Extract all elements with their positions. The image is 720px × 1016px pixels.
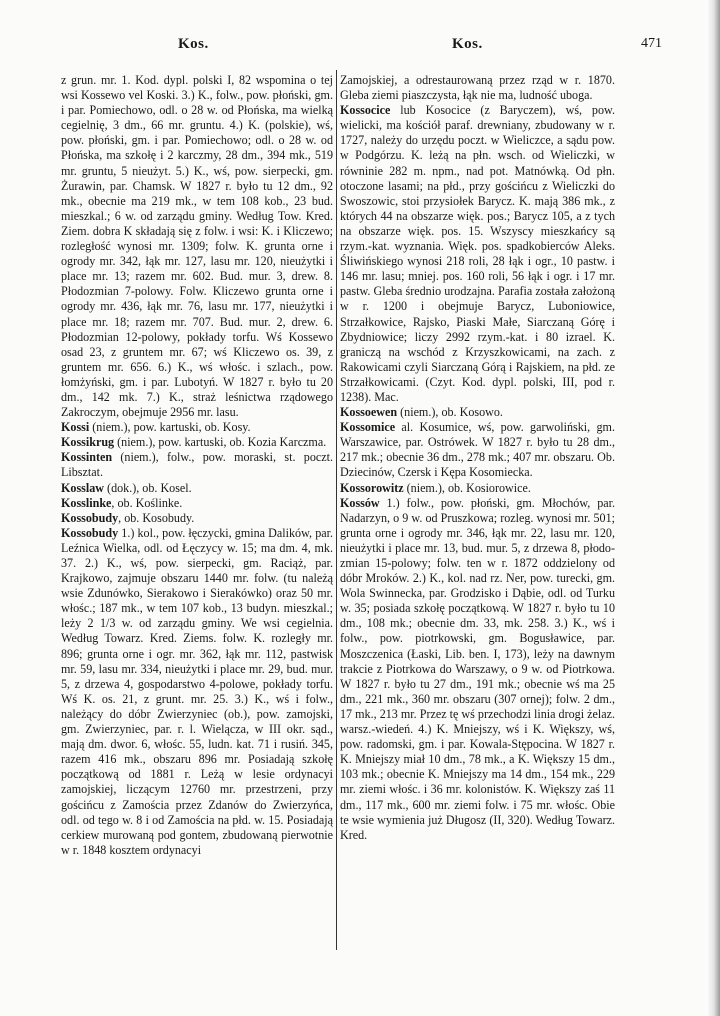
entry-kossorowitz: Kossorowitz (niem.), ob. Kosiorowice.: [340, 480, 531, 495]
entry-kossobudy-ref: Kossobudy, ob. Kosobudy.: [61, 510, 195, 525]
page-number: 471: [641, 36, 662, 51]
headword: Kossi: [61, 420, 90, 435]
running-head-center: Kos.: [452, 36, 483, 52]
entry-kossinten: Kossinten (niem.), folw., pow. moraski, st. poczt. Libsztat.: [61, 450, 333, 480]
entry-kosslaw: Kosslaw (dok.), ob. Kosel.: [61, 480, 192, 495]
headword: Kosslaw: [61, 480, 105, 495]
headword: Kossobudy: [61, 525, 119, 540]
entry-kossow: Kossów 1.) folw., pow. płoński, gm. Młochów, par. Nadarzyn, o 9 w. od Pruszkowa; rozleg. wynosi mr. 501; grunta orne i ogrody mr. 346, łąk mr. 22, lasu mr. 120, nieużytki i place mr. 13, bud. mur. 5, z drzewa 8, płodozmian 15-polowy; folw. ten w r. 1872 oddzielony od dóbr Mroków. 2.) K., kol. nad rz. Ner, pow. turecki, gm. Wola Swinnecka, par. Grodzisko i Dąbie, odl. od Turku w. 35; posiada szkołę początkową. W 1827 r. było tu 10 dm., 108 mk.; obecnie dm. 33, mk. 258. 3.) K., wś i folw., pow. piotrkowski, gm. Bogusławice, par. Moszczenica (Łaski, Lib. ben. I, 173), leży na dawnym trakcie z Piotrkowa do Warszawy, o 9 w. od Piotrkowa. W 1827 r. było tu 27 dm., 191 mk.; obecnie wś ma 25 dm., 221 mk., 360 mr. obszaru (307 ornej); folw. 2 dm., 17 mk., 213 mr. Przez tę wś przechodzi linia drogi żelaz. warsz.-wiedeń. 4.) K. Mniejszy, wś i K. Większy, wś, pow. radomski, gm. i par. Kowala-Stępocina. W 1827 r. K. Mniejszy miał 10 dm., 78 mk., a K. Większy 15 dm., 103 mk.; obecnie K. Mniejszy ma 14 dm., 154 mk., 229 mr. ziemi włośc. i 36 mr. kolonistów. K. Większy zaś 11 dm., 117 mk., 600 mr. ziemi folw. i 75 mr. włośc. Obie te wsie wymienia już Długosz (II, 320). Według Towarz. Kred.: [340, 495, 615, 842]
headword: Kossomice: [340, 420, 396, 435]
page-edge-shadow: [706, 0, 720, 1016]
entry-kossomice: Kossomice al. Kosumice, wś, pow. garwoliński, gm. Warszawice, par. Ostrówek. W 1827 r. było tu 28 dm., 217 mk.; obecnie 36 dm., 278 mk.; 407 mr. obszaru. Ob. Dziecinów, Czersk i Kępa Kosomiecka.: [340, 420, 615, 480]
headword: Kossoewen: [340, 405, 398, 420]
right-column: [340, 73, 615, 953]
entry-kossikrug: Kossikrug (niem.), pow. kartuski, ob. Kozia Karczma.: [61, 435, 327, 450]
column-divider: [336, 70, 337, 950]
headword: Kosslinke: [61, 495, 112, 510]
running-head-left: Kos.: [178, 36, 209, 52]
entry-kossobudy-continued: Zamojskiej, a odrestaurowaną przez rząd w r. 1870. Gleba ziemi piaszczysta, łąk nie ma, ludność uboga.: [340, 73, 615, 103]
entry-kossobudy: Kossobudy 1.) kol., pow. łęczycki, gmina Dalików, par. Leźnica Wielka, odl. od Łęczycy w. 15; ma dm. 4, mk. 37. 2.) K., wś, pow. sierpecki, gm. Raciąż, par. Krajkowo, zajmuje obszaru 1440 mr. folw. (tu należą wsie Zdunówko, Sierakowo i Sierakówko) oraz 50 mr. włośc.; 187 mk., w tem 107 kob., 13 budyn. mieszkal.; leży 2 1/3 w. od zarządu gminy. We wsi cegielnia. Według Towarz. Kred. Ziems. folw. K. rozległy mr. 896; grunta orne i ogr. mr. 362, łąk mr. 112, pastwisk mr. 59, lasu mr. 334, nieużytki i place mr. 29, bud. mur. 5, z drzewa 4, gospodarstwo 4-polowe, pokłady torfu. Wś K. os. 21, z grunt. mr. 25. 3.) K., wś i folw., należący do dóbr Zwierzyniec (ob.), pow. zamojski, gm. Zwierzyniec, par. r. l. Wielącza, w III okr. sąd., mają dm. dwor. 6, włośc. 55, ludn. kat. 71 i rusiń. 345, razem 416 mk., obszaru 896 mr. Posiadają szkołę początkową od 1881 r. Leżą w lesie ordynacyi zamojskiej, liczącym 12760 mr. przestrzeni, przy gościńcu z Zamościa przez Zdanów do Zwierzyńca, odl. od tego w. 8 i od Zamościa na płd. w. 15. Posiadają cerkiew murowaną pod gontem, zbudowaną pierwotnie w r. 1848 kosztem ordynacyi: [61, 525, 333, 857]
headword: Kossorowitz: [340, 480, 404, 495]
headword: Kossocice: [340, 103, 391, 118]
headword: Kossinten: [61, 450, 113, 465]
running-header: [60, 36, 662, 60]
headword: Kossów: [340, 495, 380, 510]
headword: Kossikrug: [61, 435, 115, 450]
entry-kossi: Kossi (niem.), pow. kartuski, ob. Kosy.: [61, 420, 251, 435]
entry-kossewo-continued: z grun. mr. 1. Kod. dypl. polski I, 82 wspomina o tej wsi Kossewo vel Koski. 3.) K., folw., pow. płoński, gm. i par. Pomiechowo, odl. o 28 w. od Płońska, ma wielką cegielnię, 3 dm., 66 mr. gruntu. 4.) K. (polskie), wś, pow. płoński, gm. i par. Pomiechowo; odl. o 28 w. od Płońska, ma szkołę i 2 karczmy, 28 dm., 394 mk., 519 mr. gruntu, 5 nieużyt. 5.) K., wś, pow. sierpecki, gm. Żurawin, par. Chamsk. W 1827 r. było tu 12 dm., 92 mk., obecnie ma 219 mk., w tem 108 kob., 23 bud. mieszkal.; 6 w. od zarządu gminy. Według Tow. Kred. Ziem. dobra K składają się z folw. i wsi: K. i Kliczewo; rozległość wynosi mr. 1309; folw. K. grunta orne i ogrody mr. 342, łąk mr. 127, lasu mr. 120, nieużytki i place mr. 13; razem mr. 602. Bud. mur. 3, drew. 8. Płodozmian 7-polowy. Folw. Kliczewo grunta orne i ogrody mr. 436, łąk mr. 76, lasu mr. 177, nieużytki i place mr. 18; razem mr. 707. Bud. mur. 2, drew. 6. Płodozmian 12-polowy, pokłady torfu. Wś Kossewo osad 23, z gruntem mr. 67; wś Kliczewo os. 39, z gruntem mr. 656. 6.) K., wś włośc. i szlach., pow. łomżyński, gm. i par. Lubotyń. W 1827 r. było tu 20 dm., 142 mk. 7.) K., straż leśnictwa rządowego Zakroczym, obejmuje 2956 mr. lasu.: [61, 73, 333, 420]
entry-kossocice: Kossocice lub Kosocice (z Baryczem), wś, pow. wielicki, ma kościół paraf. drewniany, zbudowany w r. 1727, należy do urzędu poczt. w Wieliczce, a sądu pow. w Podgórzu. K. leżą na płn. wsch. od Wieliczki, w równinie 282 m. npm., nad pot. Matnówką. Od płn. otoczone lasami; na płd., przy gościńcu z Wieliczki do Swoszowic, stoi przysiołek Barycz. K. mają 386 mk., z których 44 na obszarze więk. pos.; Barycz 105, a z tych na obszarze więk. pos. 15. Wszyscy mieszkańcy są rzym.-kat. wyznania. Więk. pos. spadkobierców Aleks. Śliwińskiego wynosi 218 roli, 28 łąk i ogr., 10 pastw. i 146 mr. lasu; mniej. pos. 160 roli, 56 łąk i ogr. i 17 mr. pastw. Gleba średnio urodzajna. Parafia została założoną w r. 1200 i obejmuje Barycz, Luboniowice, Strzałkowice, Rajsko, Piaski Małe, Siarczaną Górę i Zbydniowice; liczy 2992 rzym.-kat. i 80 izrael. K. graniczą na wschód z Krzyszkowicami, na zach. z Rakowicami czyli Siarczaną Górą i Rajskiem, na płd. ze Strzałkowicami. (Czyt. Kod. dypl. polski, III, pod r. 1238). Mac.: [340, 103, 615, 404]
headword: Kossobudy: [61, 510, 119, 525]
left-column: [61, 73, 333, 953]
entry-kossoewen: Kossoewen (niem.), ob. Kosowo.: [340, 405, 503, 420]
entry-kosslinke: Kosslinke, ob. Koślinke.: [61, 495, 183, 510]
